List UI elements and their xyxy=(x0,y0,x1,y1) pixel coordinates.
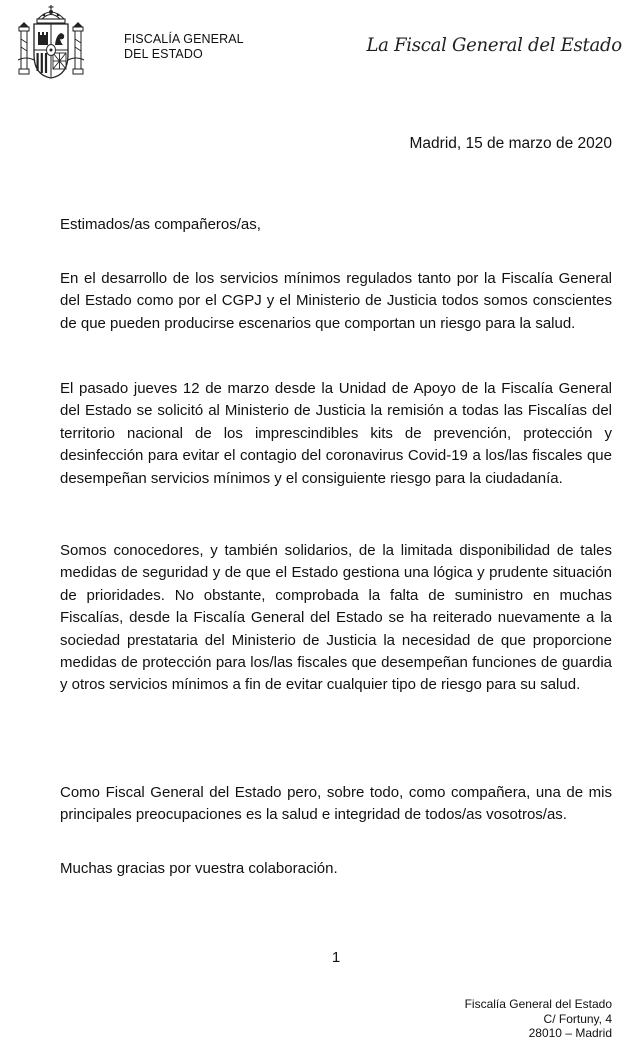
footer-line-3: 28010 – Madrid xyxy=(528,1026,612,1040)
organization-name xyxy=(124,32,244,62)
letter-paragraph-3: Somos conocedores, y también solidarios, de la limitada disponibilidad de tales medidas de seguridad y de que el Estado gestiona una lógica y prudente situación de prioridades. No obstante, comprobada la falta de suministro en muchas Fiscalías, desde la Fiscalía General del Estado se ha reiterado nuevamente a la sociedad prestataria del Ministerio de Justicia la necesidad de que proporcione medidas de protección para los/las fiscales que desempeñan funciones de guardia y otros servicios mínimos a fin de evitar cualquier tipo de riesgo para su salud. xyxy=(60,542,612,694)
organization-name-line-2: DEL ESTADO xyxy=(124,47,203,61)
footer-line-1: Fiscalía General del Estado xyxy=(464,997,612,1011)
footer-address xyxy=(465,997,612,1041)
letter-paragraph-2: El pasado jueves 12 de marzo desde la Unidad de Apoyo de la Fiscalía General del Estado se solicitó al Ministerio de Justicia la remisión a todas las Fiscalías del territorio nacional de los imprescindibles kits de prevención, protección y desinfección para evitar el contagio del coronavirus Covid-19 a los/las fiscales que desempeñan servicios mínimos y el consiguiente riesgo para la ciudadanía. xyxy=(60,380,612,487)
organization-name-line-1: FISCALÍA GENERAL xyxy=(124,32,244,46)
signature-heading: La Fiscal General del Estado xyxy=(366,34,622,56)
page-number: 1 xyxy=(331,949,341,966)
coat-of-arms-icon xyxy=(16,3,86,81)
letter-paragraph-1: En el desarrollo de los servicios mínimos regulados tanto por la Fiscalía General del Estado como por el CGPJ y el Ministerio de Justicia todos somos conscientes de que pueden producirse escenarios que comportan un riesgo para la salud. xyxy=(60,270,612,332)
letter-paragraph-4: Como Fiscal General del Estado pero, sobre todo, como compañera, una de mis principales preocupaciones es la salud e integridad de todos/as vosotros/as. xyxy=(60,784,612,824)
letter-greeting: Estimados/as compañeros/as, xyxy=(60,216,261,233)
letter-date: Madrid, 15 de marzo de 2020 xyxy=(409,135,612,152)
footer-line-2: C/ Fortuny, 4 xyxy=(543,1011,612,1026)
letter-closing: Muchas gracias por vuestra colaboración. xyxy=(60,860,338,877)
